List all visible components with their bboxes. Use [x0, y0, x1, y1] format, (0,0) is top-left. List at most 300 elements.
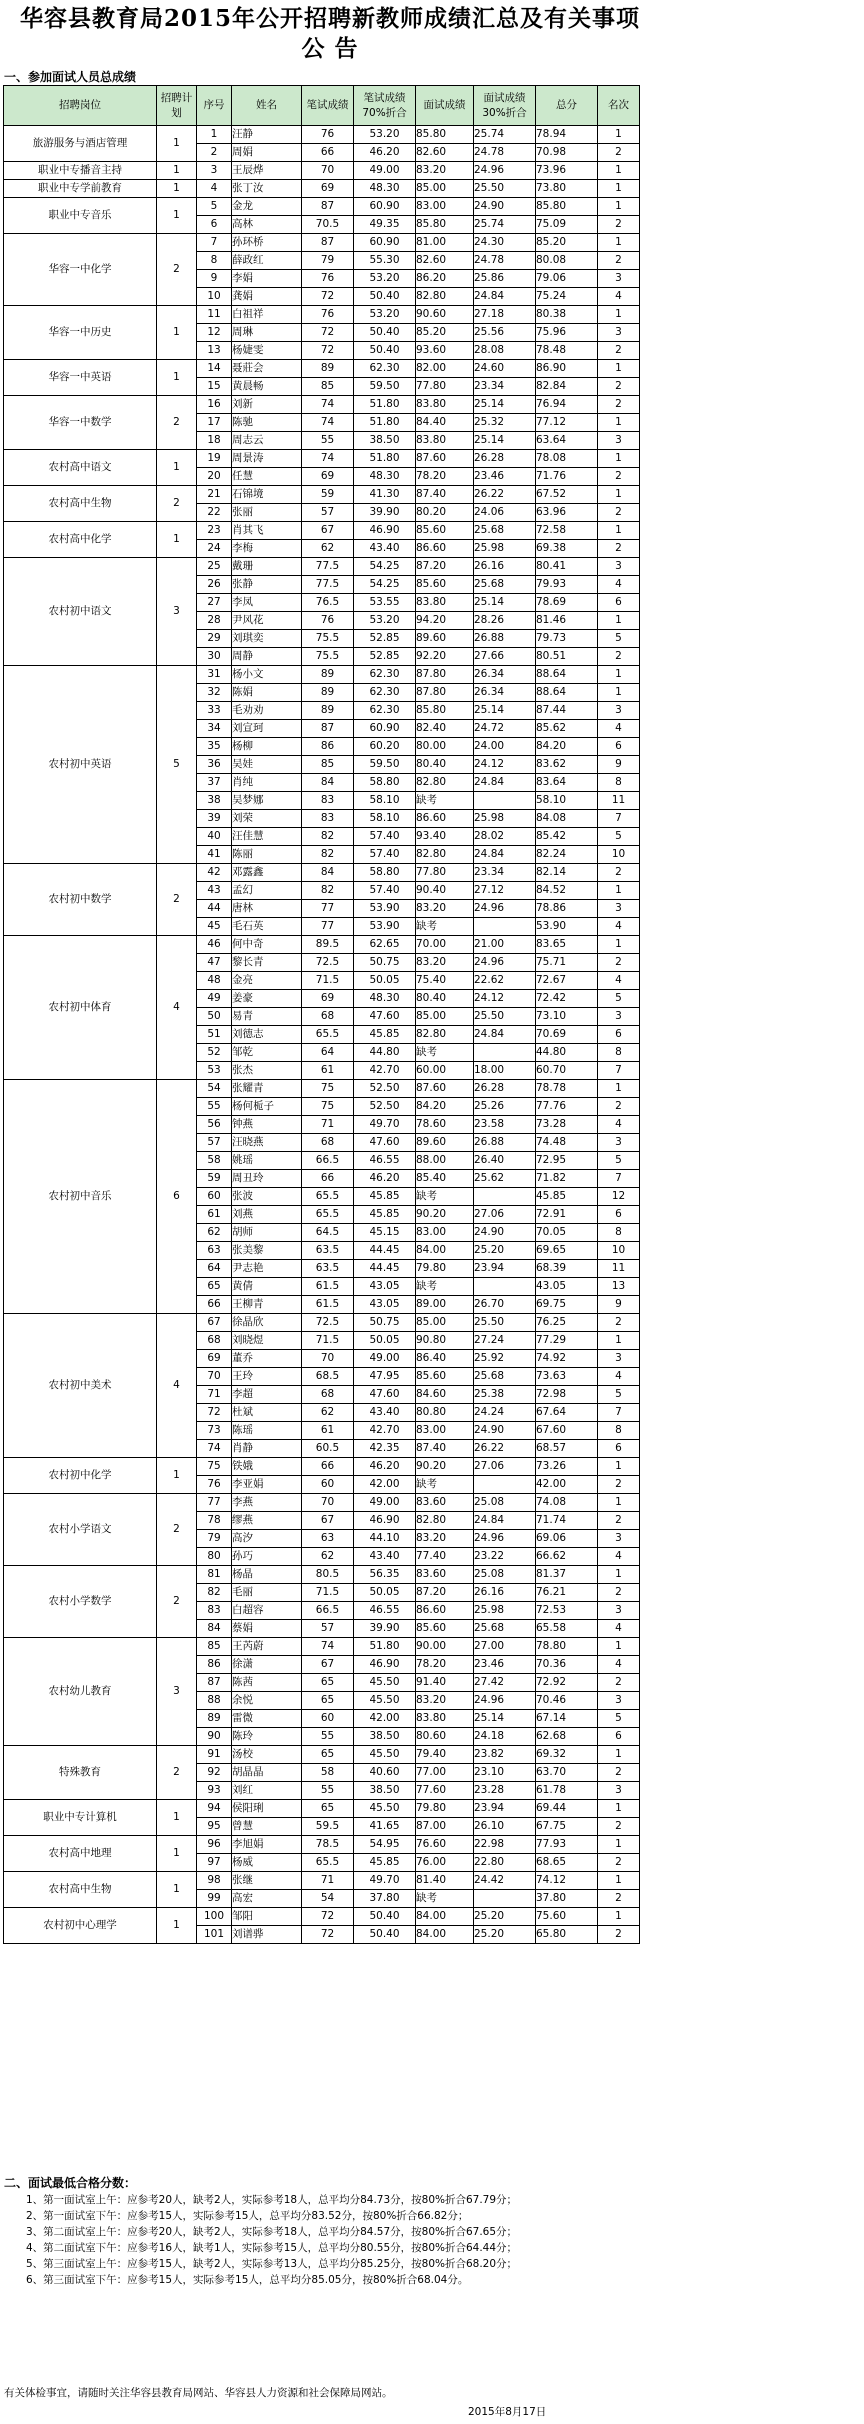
written-score-cell: 65.5	[302, 1188, 354, 1206]
written-70-cell: 39.90	[354, 504, 416, 522]
interview-score-cell: 83.20	[416, 1692, 474, 1710]
seq-cell: 78	[197, 1512, 232, 1530]
rank-cell: 13	[598, 1278, 640, 1296]
table-row	[4, 1800, 640, 1818]
total-cell: 63.64	[536, 432, 598, 450]
written-70-cell: 45.15	[354, 1224, 416, 1242]
total-cell: 70.46	[536, 1692, 598, 1710]
interview-30-cell: 25.86	[474, 270, 536, 288]
written-70-cell: 47.60	[354, 1386, 416, 1404]
plan-cell: 4	[157, 936, 197, 1080]
interview-score-cell: 86.60	[416, 1602, 474, 1620]
written-70-cell: 42.00	[354, 1476, 416, 1494]
rank-cell: 2	[598, 864, 640, 882]
plan-cell: 1	[157, 360, 197, 396]
written-score-cell: 65.5	[302, 1026, 354, 1044]
interview-30-cell	[474, 1044, 536, 1062]
written-70-cell: 50.75	[354, 954, 416, 972]
interview-30-cell: 26.88	[474, 630, 536, 648]
table-row	[4, 1836, 640, 1854]
seq-cell: 94	[197, 1800, 232, 1818]
interview-30-cell: 18.00	[474, 1062, 536, 1080]
interview-score-cell: 82.00	[416, 360, 474, 378]
seq-cell: 71	[197, 1386, 232, 1404]
seq-cell: 8	[197, 252, 232, 270]
rank-cell: 1	[598, 936, 640, 954]
name-cell: 邹乾	[232, 1044, 302, 1062]
seq-cell: 59	[197, 1170, 232, 1188]
written-score-cell: 71.5	[302, 1584, 354, 1602]
plan-cell: 1	[157, 126, 197, 162]
plan-cell: 1	[157, 450, 197, 486]
header-no: 序号	[197, 86, 232, 126]
written-score-cell: 72	[302, 324, 354, 342]
position-cell: 农村初中心理学	[4, 1908, 157, 1944]
interview-30-cell: 24.06	[474, 504, 536, 522]
name-cell: 周琳	[232, 324, 302, 342]
position-cell: 农村小学数学	[4, 1566, 157, 1638]
written-70-cell: 46.20	[354, 1170, 416, 1188]
total-cell: 44.80	[536, 1044, 598, 1062]
interview-30-cell: 22.62	[474, 972, 536, 990]
name-cell: 石锦境	[232, 486, 302, 504]
total-cell: 84.52	[536, 882, 598, 900]
table-row	[4, 1080, 640, 1098]
interview-score-cell: 85.40	[416, 1170, 474, 1188]
name-cell: 黎长青	[232, 954, 302, 972]
total-cell: 78.08	[536, 450, 598, 468]
total-cell: 73.10	[536, 1008, 598, 1026]
name-cell: 张丽	[232, 504, 302, 522]
interview-score-cell: 76.00	[416, 1854, 474, 1872]
written-score-cell: 60	[302, 1710, 354, 1728]
interview-score-cell: 87.40	[416, 1440, 474, 1458]
interview-score-cell: 78.20	[416, 468, 474, 486]
interview-30-cell: 25.74	[474, 126, 536, 144]
name-cell: 张继	[232, 1872, 302, 1890]
written-score-cell: 55	[302, 432, 354, 450]
interview-30-cell: 25.32	[474, 414, 536, 432]
interview-30-cell: 25.08	[474, 1566, 536, 1584]
rank-cell: 4	[598, 918, 640, 936]
interview-score-cell: 91.40	[416, 1674, 474, 1692]
name-cell: 刘晓煜	[232, 1332, 302, 1350]
rank-cell: 2	[598, 342, 640, 360]
plan-cell: 1	[157, 522, 197, 558]
plan-cell: 2	[157, 1566, 197, 1638]
total-cell: 72.95	[536, 1152, 598, 1170]
interview-30-cell: 23.22	[474, 1548, 536, 1566]
interview-score-cell: 77.80	[416, 378, 474, 396]
total-cell: 69.38	[536, 540, 598, 558]
name-cell: 余悦	[232, 1692, 302, 1710]
table-row	[4, 306, 640, 324]
interview-30-cell: 23.46	[474, 1656, 536, 1674]
seq-cell: 46	[197, 936, 232, 954]
total-cell: 69.75	[536, 1296, 598, 1314]
rank-cell: 2	[598, 1674, 640, 1692]
written-score-cell: 66	[302, 1458, 354, 1476]
name-cell: 姜豪	[232, 990, 302, 1008]
seq-cell: 51	[197, 1026, 232, 1044]
total-cell: 73.28	[536, 1116, 598, 1134]
interview-30-cell: 25.56	[474, 324, 536, 342]
name-cell: 汤校	[232, 1746, 302, 1764]
interview-score-cell: 79.40	[416, 1746, 474, 1764]
total-cell: 42.00	[536, 1476, 598, 1494]
interview-score-cell: 83.20	[416, 1530, 474, 1548]
issue-date: 2015年8月17日	[468, 2406, 547, 2418]
name-cell: 张静	[232, 576, 302, 594]
note-item: 2、第一面试室下午：应参考15人，实际参考15人，总平均分83.52分，按80%折合66.82分；	[26, 2210, 469, 2222]
rank-cell: 3	[598, 1530, 640, 1548]
name-cell: 陈丽	[232, 846, 302, 864]
interview-30-cell: 27.12	[474, 882, 536, 900]
table-body	[4, 126, 640, 1944]
interview-score-cell: 83.00	[416, 1422, 474, 1440]
name-cell: 陈玲	[232, 1728, 302, 1746]
seq-cell: 19	[197, 450, 232, 468]
plan-cell: 2	[157, 1746, 197, 1800]
rank-cell: 1	[598, 450, 640, 468]
name-cell: 刘荣	[232, 810, 302, 828]
written-70-cell: 49.00	[354, 162, 416, 180]
total-cell: 37.80	[536, 1890, 598, 1908]
seq-cell: 48	[197, 972, 232, 990]
written-70-cell: 45.85	[354, 1854, 416, 1872]
written-70-cell: 48.30	[354, 468, 416, 486]
total-cell: 72.67	[536, 972, 598, 990]
written-score-cell: 58	[302, 1764, 354, 1782]
rank-cell: 1	[598, 1566, 640, 1584]
written-score-cell: 70	[302, 162, 354, 180]
written-score-cell: 72	[302, 288, 354, 306]
section-heading-scores: 一、参加面试人员总成绩	[4, 70, 137, 84]
written-70-cell: 40.60	[354, 1764, 416, 1782]
written-score-cell: 79	[302, 252, 354, 270]
rank-cell: 3	[598, 1008, 640, 1026]
interview-30-cell: 24.90	[474, 1422, 536, 1440]
name-cell: 汪晓燕	[232, 1134, 302, 1152]
total-cell: 81.46	[536, 612, 598, 630]
rank-cell: 2	[598, 1926, 640, 1944]
written-score-cell: 55	[302, 1728, 354, 1746]
written-70-cell: 49.00	[354, 1350, 416, 1368]
rank-cell: 1	[598, 522, 640, 540]
rank-cell: 5	[598, 630, 640, 648]
total-cell: 75.96	[536, 324, 598, 342]
interview-score-cell: 88.00	[416, 1152, 474, 1170]
seq-cell: 58	[197, 1152, 232, 1170]
rank-cell: 2	[598, 144, 640, 162]
seq-cell: 53	[197, 1062, 232, 1080]
written-70-cell: 44.80	[354, 1044, 416, 1062]
written-score-cell: 65	[302, 1692, 354, 1710]
seq-cell: 2	[197, 144, 232, 162]
written-70-cell: 42.70	[354, 1062, 416, 1080]
interview-30-cell: 25.92	[474, 1350, 536, 1368]
total-cell: 80.41	[536, 558, 598, 576]
interview-30-cell: 23.10	[474, 1764, 536, 1782]
rank-cell: 1	[598, 1638, 640, 1656]
seq-cell: 96	[197, 1836, 232, 1854]
seq-cell: 56	[197, 1116, 232, 1134]
seq-cell: 74	[197, 1440, 232, 1458]
rank-cell: 7	[598, 810, 640, 828]
total-cell: 73.96	[536, 162, 598, 180]
rank-cell: 2	[598, 378, 640, 396]
name-cell: 张美黎	[232, 1242, 302, 1260]
written-score-cell: 65	[302, 1800, 354, 1818]
interview-score-cell: 78.20	[416, 1656, 474, 1674]
interview-score-cell: 86.40	[416, 1350, 474, 1368]
interview-score-cell: 92.20	[416, 648, 474, 666]
plan-cell: 2	[157, 234, 197, 306]
name-cell: 李娟	[232, 270, 302, 288]
total-cell: 83.65	[536, 936, 598, 954]
seq-cell: 88	[197, 1692, 232, 1710]
written-score-cell: 71.5	[302, 1332, 354, 1350]
name-cell: 汪静	[232, 126, 302, 144]
written-70-cell: 54.95	[354, 1836, 416, 1854]
written-70-cell: 43.05	[354, 1296, 416, 1314]
interview-30-cell: 25.68	[474, 1620, 536, 1638]
interview-score-cell: 85.00	[416, 180, 474, 198]
written-score-cell: 77	[302, 918, 354, 936]
rank-cell: 3	[598, 1134, 640, 1152]
name-cell: 王玲	[232, 1368, 302, 1386]
rank-cell: 12	[598, 1188, 640, 1206]
written-70-cell: 57.40	[354, 882, 416, 900]
header-position: 招聘岗位	[4, 86, 157, 126]
table-row	[4, 486, 640, 504]
plan-cell: 1	[157, 1800, 197, 1836]
total-cell: 66.62	[536, 1548, 598, 1566]
rank-cell: 1	[598, 162, 640, 180]
rank-cell: 6	[598, 1206, 640, 1224]
rank-cell: 9	[598, 1296, 640, 1314]
interview-30-cell: 22.80	[474, 1854, 536, 1872]
interview-30-cell: 24.78	[474, 144, 536, 162]
total-cell: 77.76	[536, 1098, 598, 1116]
seq-cell: 91	[197, 1746, 232, 1764]
seq-cell: 18	[197, 432, 232, 450]
name-cell: 毛石英	[232, 918, 302, 936]
interview-30-cell: 24.84	[474, 288, 536, 306]
rank-cell: 2	[598, 1314, 640, 1332]
total-cell: 77.12	[536, 414, 598, 432]
written-score-cell: 68	[302, 1008, 354, 1026]
interview-score-cell: 82.80	[416, 1512, 474, 1530]
interview-30-cell	[474, 918, 536, 936]
rank-cell: 1	[598, 126, 640, 144]
interview-score-cell: 77.00	[416, 1764, 474, 1782]
interview-score-cell: 83.00	[416, 1224, 474, 1242]
interview-score-cell: 85.00	[416, 1008, 474, 1026]
total-cell: 78.86	[536, 900, 598, 918]
written-score-cell: 89	[302, 666, 354, 684]
rank-cell: 5	[598, 828, 640, 846]
seq-cell: 83	[197, 1602, 232, 1620]
written-70-cell: 50.40	[354, 342, 416, 360]
name-cell: 周景涛	[232, 450, 302, 468]
interview-30-cell: 27.00	[474, 1638, 536, 1656]
interview-30-cell: 27.24	[474, 1332, 536, 1350]
total-cell: 78.48	[536, 342, 598, 360]
interview-score-cell: 86.60	[416, 810, 474, 828]
written-70-cell: 54.25	[354, 576, 416, 594]
written-score-cell: 72.5	[302, 1314, 354, 1332]
written-score-cell: 61	[302, 1062, 354, 1080]
written-70-cell: 53.55	[354, 594, 416, 612]
position-cell: 华容一中历史	[4, 306, 157, 360]
interview-30-cell: 24.78	[474, 252, 536, 270]
written-70-cell: 50.05	[354, 1332, 416, 1350]
seq-cell: 12	[197, 324, 232, 342]
name-cell: 侯阳琍	[232, 1800, 302, 1818]
written-score-cell: 61	[302, 1422, 354, 1440]
plan-cell: 1	[157, 306, 197, 360]
name-cell: 周静	[232, 648, 302, 666]
position-cell: 农村小学语文	[4, 1494, 157, 1566]
interview-30-cell: 24.84	[474, 1512, 536, 1530]
interview-score-cell: 87.20	[416, 1584, 474, 1602]
seq-cell: 97	[197, 1854, 232, 1872]
written-score-cell: 66.5	[302, 1602, 354, 1620]
plan-cell: 1	[157, 1458, 197, 1494]
name-cell: 杨晶	[232, 1566, 302, 1584]
name-cell: 姚瑶	[232, 1152, 302, 1170]
seq-cell: 93	[197, 1782, 232, 1800]
written-70-cell: 45.50	[354, 1674, 416, 1692]
name-cell: 孟幻	[232, 882, 302, 900]
seq-cell: 3	[197, 162, 232, 180]
interview-score-cell: 85.80	[416, 126, 474, 144]
table-row	[4, 126, 640, 144]
interview-score-cell: 83.80	[416, 594, 474, 612]
plan-cell: 3	[157, 1638, 197, 1746]
written-70-cell: 51.80	[354, 450, 416, 468]
written-70-cell: 53.20	[354, 270, 416, 288]
written-70-cell: 48.30	[354, 180, 416, 198]
total-cell: 83.62	[536, 756, 598, 774]
seq-cell: 87	[197, 1674, 232, 1692]
interview-30-cell: 25.14	[474, 396, 536, 414]
interview-score-cell: 缺考	[416, 1044, 474, 1062]
interview-30-cell: 24.84	[474, 846, 536, 864]
rank-cell: 1	[598, 234, 640, 252]
interview-30-cell: 28.02	[474, 828, 536, 846]
written-70-cell: 46.90	[354, 522, 416, 540]
interview-score-cell: 83.80	[416, 396, 474, 414]
seq-cell: 24	[197, 540, 232, 558]
interview-30-cell: 23.82	[474, 1746, 536, 1764]
seq-cell: 1	[197, 126, 232, 144]
medical-exam-info: 有关体检事宜，请随时关注华容县教育局网站、华容县人力资源和社会保障局网站。	[4, 2387, 393, 2399]
total-cell: 70.36	[536, 1656, 598, 1674]
written-score-cell: 69	[302, 990, 354, 1008]
seq-cell: 65	[197, 1278, 232, 1296]
name-cell: 杜斌	[232, 1404, 302, 1422]
seq-cell: 20	[197, 468, 232, 486]
total-cell: 68.57	[536, 1440, 598, 1458]
plan-cell: 1	[157, 180, 197, 198]
written-70-cell: 56.35	[354, 1566, 416, 1584]
written-score-cell: 63.5	[302, 1260, 354, 1278]
written-70-cell: 50.40	[354, 1926, 416, 1944]
written-70-cell: 41.30	[354, 486, 416, 504]
written-score-cell: 80.5	[302, 1566, 354, 1584]
interview-score-cell: 缺考	[416, 792, 474, 810]
written-70-cell: 39.90	[354, 1620, 416, 1638]
name-cell: 杨小文	[232, 666, 302, 684]
written-70-cell: 52.85	[354, 648, 416, 666]
interview-score-cell: 85.60	[416, 522, 474, 540]
written-score-cell: 60	[302, 1476, 354, 1494]
interview-score-cell: 90.40	[416, 882, 474, 900]
seq-cell: 27	[197, 594, 232, 612]
written-score-cell: 59	[302, 486, 354, 504]
name-cell: 孙巧	[232, 1548, 302, 1566]
name-cell: 金亮	[232, 972, 302, 990]
header-total: 总分	[536, 86, 598, 126]
name-cell: 陈娟	[232, 684, 302, 702]
name-cell: 铁娥	[232, 1458, 302, 1476]
seq-cell: 44	[197, 900, 232, 918]
name-cell: 尹志艳	[232, 1260, 302, 1278]
name-cell: 陈驰	[232, 414, 302, 432]
seq-cell: 11	[197, 306, 232, 324]
rank-cell: 3	[598, 558, 640, 576]
seq-cell: 43	[197, 882, 232, 900]
written-70-cell: 45.50	[354, 1692, 416, 1710]
total-cell: 61.78	[536, 1782, 598, 1800]
interview-30-cell: 25.68	[474, 1368, 536, 1386]
table-row	[4, 1746, 640, 1764]
name-cell: 周丑玲	[232, 1170, 302, 1188]
interview-30-cell: 24.12	[474, 990, 536, 1008]
rank-cell: 9	[598, 756, 640, 774]
interview-score-cell: 82.40	[416, 720, 474, 738]
header-interview-30: 面试成绩30%折合	[474, 86, 536, 126]
total-cell: 71.82	[536, 1170, 598, 1188]
interview-30-cell: 23.94	[474, 1800, 536, 1818]
total-cell: 72.91	[536, 1206, 598, 1224]
seq-cell: 90	[197, 1728, 232, 1746]
name-cell: 杨何栀子	[232, 1098, 302, 1116]
position-cell: 职业中专播音主持	[4, 162, 157, 180]
name-cell: 高宏	[232, 1890, 302, 1908]
name-cell: 李亚娟	[232, 1476, 302, 1494]
header-plan: 招聘计划	[157, 86, 197, 126]
written-score-cell: 89	[302, 684, 354, 702]
interview-score-cell: 82.60	[416, 144, 474, 162]
rank-cell: 8	[598, 1422, 640, 1440]
position-cell: 农村高中地理	[4, 1836, 157, 1872]
total-cell: 74.12	[536, 1872, 598, 1890]
rank-cell: 1	[598, 414, 640, 432]
written-70-cell: 41.65	[354, 1818, 416, 1836]
position-cell: 农村初中音乐	[4, 1080, 157, 1314]
name-cell: 缪燕	[232, 1512, 302, 1530]
seq-cell: 39	[197, 810, 232, 828]
interview-score-cell: 83.00	[416, 198, 474, 216]
written-70-cell: 52.50	[354, 1080, 416, 1098]
seq-cell: 22	[197, 504, 232, 522]
position-cell: 旅游服务与酒店管理	[4, 126, 157, 162]
rank-cell: 7	[598, 1170, 640, 1188]
name-cell: 周志云	[232, 432, 302, 450]
